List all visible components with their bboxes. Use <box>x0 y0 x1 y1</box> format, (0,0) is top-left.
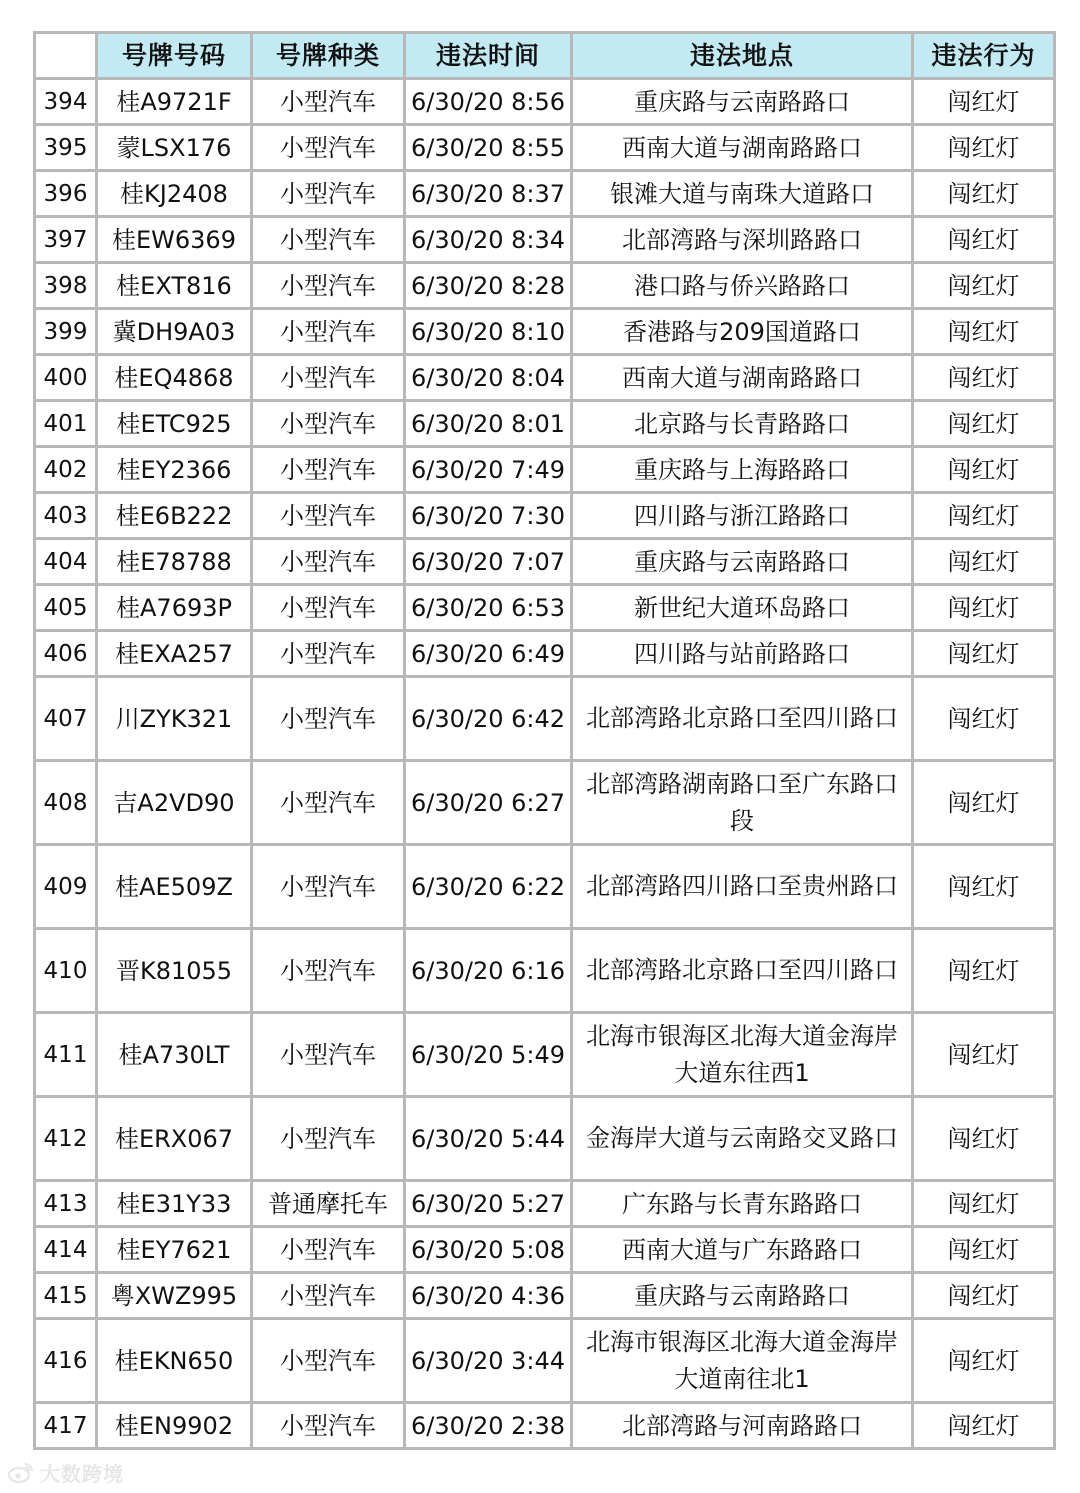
plate-type: 小型汽车 <box>252 1013 405 1097</box>
plate-type: 小型汽车 <box>252 1273 405 1319</box>
violation-act: 闯红灯 <box>913 585 1055 631</box>
header-plate-type: 号牌种类 <box>252 33 405 79</box>
table-row <box>35 171 1055 217</box>
violation-place: 北部湾路湖南路口至广东路口段 <box>572 761 913 845</box>
violation-act: 闯红灯 <box>913 1097 1055 1181</box>
violation-place: 北部湾路北京路口至四川路口 <box>572 677 913 761</box>
table-row <box>35 1013 1055 1097</box>
row-number: 398 <box>35 263 97 309</box>
violation-act: 闯红灯 <box>913 355 1055 401</box>
plate-number: 吉A2VD90 <box>97 761 252 845</box>
table-row <box>35 1097 1055 1181</box>
violation-time: 6/30/20 8:56 <box>405 79 572 125</box>
plate-number: 桂EY2366 <box>97 447 252 493</box>
row-number: 417 <box>35 1403 97 1449</box>
violation-act: 闯红灯 <box>913 1013 1055 1097</box>
table-row <box>35 309 1055 355</box>
plate-number: 桂ETC925 <box>97 401 252 447</box>
violation-time: 6/30/20 8:04 <box>405 355 572 401</box>
row-number: 397 <box>35 217 97 263</box>
table-row <box>35 79 1055 125</box>
plate-type: 小型汽车 <box>252 929 405 1013</box>
table-row <box>35 929 1055 1013</box>
violation-place: 北海市银海区北海大道金海岸大道南往北1 <box>572 1319 913 1403</box>
violation-act: 闯红灯 <box>913 309 1055 355</box>
table-row <box>35 761 1055 845</box>
violation-time: 6/30/20 8:37 <box>405 171 572 217</box>
plate-type: 小型汽车 <box>252 493 405 539</box>
weibo-logo-icon <box>8 1462 34 1484</box>
table-row <box>35 1181 1055 1227</box>
table-row <box>35 217 1055 263</box>
plate-type: 小型汽车 <box>252 263 405 309</box>
violation-time: 6/30/20 7:30 <box>405 493 572 539</box>
violation-place: 北部湾路与深圳路路口 <box>572 217 913 263</box>
violation-act: 闯红灯 <box>913 493 1055 539</box>
violation-act: 闯红灯 <box>913 447 1055 493</box>
violation-time: 6/30/20 8:10 <box>405 309 572 355</box>
row-number: 416 <box>35 1319 97 1403</box>
row-number: 415 <box>35 1273 97 1319</box>
violation-place: 北部湾路北京路口至四川路口 <box>572 929 913 1013</box>
violation-place: 四川路与站前路路口 <box>572 631 913 677</box>
plate-type: 小型汽车 <box>252 677 405 761</box>
plate-type: 小型汽车 <box>252 309 405 355</box>
row-number: 414 <box>35 1227 97 1273</box>
violation-act: 闯红灯 <box>913 1403 1055 1449</box>
violation-act: 闯红灯 <box>913 1273 1055 1319</box>
row-number: 411 <box>35 1013 97 1097</box>
plate-type: 小型汽车 <box>252 1097 405 1181</box>
row-number: 408 <box>35 761 97 845</box>
header-row <box>35 33 1055 79</box>
violation-time: 6/30/20 5:27 <box>405 1181 572 1227</box>
row-number: 399 <box>35 309 97 355</box>
violation-place: 广东路与长青东路路口 <box>572 1181 913 1227</box>
row-number: 395 <box>35 125 97 171</box>
table-row <box>35 845 1055 929</box>
violation-place: 四川路与浙江路路口 <box>572 493 913 539</box>
plate-number: 晋K81055 <box>97 929 252 1013</box>
violation-place: 香港路与209国道路口 <box>572 309 913 355</box>
violation-time: 6/30/20 6:53 <box>405 585 572 631</box>
table-row <box>35 631 1055 677</box>
table-row <box>35 493 1055 539</box>
violation-time: 6/30/20 3:44 <box>405 1319 572 1403</box>
violation-place: 西南大道与湖南路路口 <box>572 355 913 401</box>
violation-act: 闯红灯 <box>913 1319 1055 1403</box>
plate-number: 桂EKN650 <box>97 1319 252 1403</box>
plate-number: 桂A9721F <box>97 79 252 125</box>
violation-time: 6/30/20 6:27 <box>405 761 572 845</box>
violation-place: 银滩大道与南珠大道路口 <box>572 171 913 217</box>
plate-number: 川ZYK321 <box>97 677 252 761</box>
table-row <box>35 539 1055 585</box>
violation-time: 6/30/20 6:16 <box>405 929 572 1013</box>
row-number: 409 <box>35 845 97 929</box>
plate-type: 小型汽车 <box>252 355 405 401</box>
violation-place: 北部湾路四川路口至贵州路口 <box>572 845 913 929</box>
header-violation-act: 违法行为 <box>913 33 1055 79</box>
plate-type: 小型汽车 <box>252 631 405 677</box>
row-number: 400 <box>35 355 97 401</box>
table-row <box>35 401 1055 447</box>
plate-type: 小型汽车 <box>252 761 405 845</box>
violation-table <box>33 31 1056 1450</box>
plate-number: 桂EY7621 <box>97 1227 252 1273</box>
violation-place: 重庆路与云南路路口 <box>572 539 913 585</box>
violation-time: 6/30/20 7:49 <box>405 447 572 493</box>
row-number: 405 <box>35 585 97 631</box>
table-row <box>35 1227 1055 1273</box>
plate-number: 粤XWZ995 <box>97 1273 252 1319</box>
violation-act: 闯红灯 <box>913 929 1055 1013</box>
violation-time: 6/30/20 6:49 <box>405 631 572 677</box>
plate-number: 桂E31Y33 <box>97 1181 252 1227</box>
table-row <box>35 677 1055 761</box>
plate-type: 小型汽车 <box>252 79 405 125</box>
row-number: 407 <box>35 677 97 761</box>
table-row <box>35 1403 1055 1449</box>
violation-place: 北海市银海区北海大道金海岸大道东往西1 <box>572 1013 913 1097</box>
plate-number: 蒙LSX176 <box>97 125 252 171</box>
violation-act: 闯红灯 <box>913 1181 1055 1227</box>
violation-time: 6/30/20 8:28 <box>405 263 572 309</box>
table-row <box>35 263 1055 309</box>
plate-type: 小型汽车 <box>252 217 405 263</box>
violation-time: 6/30/20 8:55 <box>405 125 572 171</box>
plate-type: 小型汽车 <box>252 401 405 447</box>
violation-time: 6/30/20 6:22 <box>405 845 572 929</box>
plate-type: 小型汽车 <box>252 539 405 585</box>
plate-type: 小型汽车 <box>252 125 405 171</box>
plate-number: 桂EXT816 <box>97 263 252 309</box>
plate-number: 桂EQ4868 <box>97 355 252 401</box>
row-number: 402 <box>35 447 97 493</box>
violation-place: 西南大道与广东路路口 <box>572 1227 913 1273</box>
violation-place: 港口路与侨兴路路口 <box>572 263 913 309</box>
watermark <box>8 1458 124 1487</box>
table-row <box>35 1319 1055 1403</box>
row-number: 410 <box>35 929 97 1013</box>
header-violation-place: 违法地点 <box>572 33 913 79</box>
violation-place: 重庆路与上海路路口 <box>572 447 913 493</box>
violation-time: 6/30/20 5:44 <box>405 1097 572 1181</box>
row-number: 404 <box>35 539 97 585</box>
violation-act: 闯红灯 <box>913 677 1055 761</box>
violation-act: 闯红灯 <box>913 217 1055 263</box>
violation-time: 6/30/20 7:07 <box>405 539 572 585</box>
plate-number: 桂ERX067 <box>97 1097 252 1181</box>
row-number: 403 <box>35 493 97 539</box>
violation-act: 闯红灯 <box>913 401 1055 447</box>
plate-type: 小型汽车 <box>252 845 405 929</box>
violation-place: 北部湾路与河南路路口 <box>572 1403 913 1449</box>
violation-act: 闯红灯 <box>913 631 1055 677</box>
plate-number: 桂EXA257 <box>97 631 252 677</box>
violation-act: 闯红灯 <box>913 761 1055 845</box>
row-number: 406 <box>35 631 97 677</box>
plate-type: 小型汽车 <box>252 585 405 631</box>
violation-place: 金海岸大道与云南路交叉路口 <box>572 1097 913 1181</box>
violation-place: 重庆路与云南路路口 <box>572 79 913 125</box>
watermark-text: 大数跨境 <box>40 1462 124 1486</box>
violation-act: 闯红灯 <box>913 1227 1055 1273</box>
violation-place: 西南大道与湖南路路口 <box>572 125 913 171</box>
violation-table-container <box>33 31 1053 1450</box>
plate-type: 小型汽车 <box>252 1319 405 1403</box>
violation-time: 6/30/20 6:42 <box>405 677 572 761</box>
plate-number: 桂A730LT <box>97 1013 252 1097</box>
violation-place: 新世纪大道环岛路口 <box>572 585 913 631</box>
plate-number: 桂EW6369 <box>97 217 252 263</box>
row-number: 401 <box>35 401 97 447</box>
plate-number: 桂EN9902 <box>97 1403 252 1449</box>
violation-time: 6/30/20 8:34 <box>405 217 572 263</box>
violation-act: 闯红灯 <box>913 125 1055 171</box>
violation-place: 北京路与长青路路口 <box>572 401 913 447</box>
violation-place: 重庆路与云南路路口 <box>572 1273 913 1319</box>
table-row <box>35 355 1055 401</box>
row-number: 396 <box>35 171 97 217</box>
violation-time: 6/30/20 5:08 <box>405 1227 572 1273</box>
plate-type: 小型汽车 <box>252 171 405 217</box>
row-number: 413 <box>35 1181 97 1227</box>
row-number: 394 <box>35 79 97 125</box>
plate-number: 桂AE509Z <box>97 845 252 929</box>
violation-time: 6/30/20 5:49 <box>405 1013 572 1097</box>
header-row-number <box>35 33 97 79</box>
violation-act: 闯红灯 <box>913 79 1055 125</box>
violation-time: 6/30/20 2:38 <box>405 1403 572 1449</box>
table-row <box>35 447 1055 493</box>
plate-type: 小型汽车 <box>252 1227 405 1273</box>
header-violation-time: 违法时间 <box>405 33 572 79</box>
violation-time: 6/30/20 8:01 <box>405 401 572 447</box>
violation-act: 闯红灯 <box>913 171 1055 217</box>
plate-number: 桂A7693P <box>97 585 252 631</box>
table-row <box>35 125 1055 171</box>
plate-number: 桂E78788 <box>97 539 252 585</box>
violation-time: 6/30/20 4:36 <box>405 1273 572 1319</box>
plate-type: 小型汽车 <box>252 1403 405 1449</box>
plate-type: 小型汽车 <box>252 447 405 493</box>
plate-number: 冀DH9A03 <box>97 309 252 355</box>
violation-act: 闯红灯 <box>913 845 1055 929</box>
plate-type: 普通摩托车 <box>252 1181 405 1227</box>
row-number: 412 <box>35 1097 97 1181</box>
table-row <box>35 1273 1055 1319</box>
violation-act: 闯红灯 <box>913 263 1055 309</box>
header-plate-number: 号牌号码 <box>97 33 252 79</box>
plate-number: 桂KJ2408 <box>97 171 252 217</box>
violation-act: 闯红灯 <box>913 539 1055 585</box>
table-row <box>35 585 1055 631</box>
plate-number: 桂E6B222 <box>97 493 252 539</box>
